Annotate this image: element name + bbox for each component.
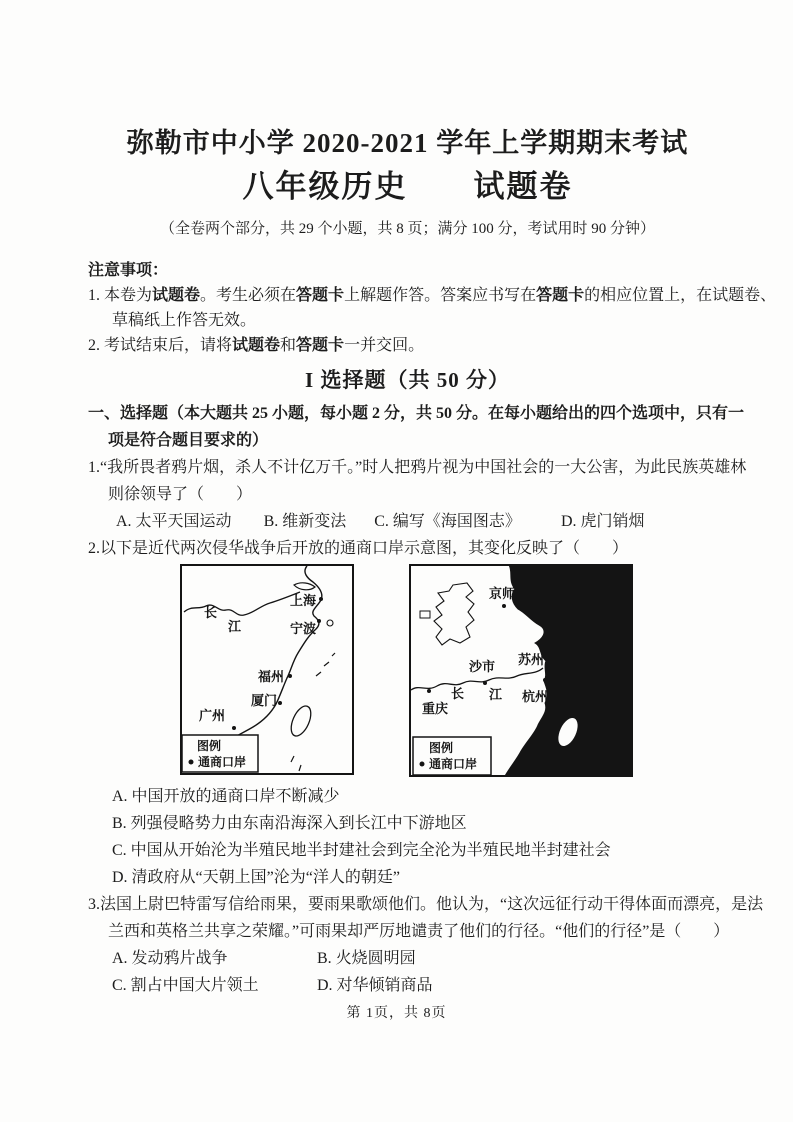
map2-legend [413,737,491,775]
port-dot-chongqing [427,689,431,693]
notice-item-2: 2. 考试结束后，请将试题卷和答题卡一并交回。 [88,337,425,354]
label-xiamen: 厦门 [251,693,278,708]
legend-dot-icon [189,760,194,765]
question-2-option-a: A. 中国开放的通商口岸不断减少 [112,788,340,805]
page-number-footer: 第 1页，共 8页 [346,1006,447,1021]
question-3-option-c: C. 割占中国大片领土 [112,977,259,994]
question-1-stem-line2: 则徐领导了（ ） [108,486,253,503]
page-subtitle: 八年级历史 试题卷 [242,169,573,204]
question-3-stem-line1: 3.法国上尉巴特雷写信给雨果，要雨果歌颂他们。他认为，“这次远征行动干得体面而漂亮，是法 [88,896,764,913]
section-intro-line1: 一、选择题（本大题共 25 小题，每小题 2 分，共 50 分。在每小题给出的四个选项中，只有一 [88,405,745,422]
label-fuzhou: 福州 [258,669,285,684]
dot-jingshi [502,604,506,608]
notice-item-1-cont: 草稿纸上作答无效。 [112,312,257,329]
question-3-option-a: A. 发动鸦片战争 [112,950,228,967]
treaty-ports-map-jiawu-war [409,564,633,777]
question-3-option-b: B. 火烧圆明园 [317,950,416,967]
label-shashi: 沙市 [469,659,496,674]
legend-title: 图例 [197,739,222,753]
question-1-option-b: B. 维新变法 [263,513,347,530]
question-1-option-a: A. 太平天国运动 [116,513,232,530]
notices-heading: 注意事项： [88,262,169,279]
section-intro [88,400,745,454]
port-dot-fuzhou [288,674,292,678]
legend-item-label: 通商口岸 [429,757,478,771]
treaty-port-maps [180,564,727,777]
question-2 [88,535,727,891]
port-dot-hangzhou [543,678,547,682]
legend-dot-icon [420,762,425,767]
question-3-options-row2 [88,972,727,999]
question-3-option-d: D. 对华倾销商品 [317,977,433,994]
question-2-options [88,783,727,891]
label-yangtze-2: 江 [489,687,503,702]
notice-item-1: 1. 本卷为试题卷。考生必须在答题卡上解题作答。答案应书写在答题卡的相应位置上，在试题卷、 [88,287,777,304]
question-3-options-row1 [88,945,727,972]
label-suzhou: 苏州 [518,652,545,667]
question-2-option-b: B. 列强侵略势力由东南沿海深入到长江中下游地区 [112,815,467,832]
legend-item-label: 通商口岸 [198,755,247,769]
label-yangtze-1: 长 [451,686,465,701]
label-hangzhou: 杭州 [522,689,549,704]
port-dot-guangzhou [232,726,236,730]
label-yangtze-1: 长 [204,605,218,620]
exam-info-line: （全卷两个部分，共 29 个小题，共 8 页；满分 100 分，考试用时 90 分钟） [159,221,655,237]
question-3-stem-line2: 兰西和英格兰共享之荣耀。”可雨果却严厉地谴责了他们的行径。“他们的行径”是（ ） [108,923,730,940]
page-title: 弥勒市中小学 2020-2021 学年上学期期末考试 [126,128,689,158]
question-2-option-d: D. 清政府从“天朝上国”沦为“洋人的朝廷” [112,869,400,886]
label-yangtze-2: 江 [228,619,242,634]
map1-legend [182,735,258,772]
question-2-option-c: C. 中国从开始沦为半殖民地半封建社会到完全沦为半殖民地半封建社会 [112,842,611,859]
question-1 [88,454,747,535]
section-heading: I 选择题（共 50 分） [305,368,510,392]
question-2-stem: 2.以下是近代两次侵华战争后开放的通商口岸示意图，其变化反映了（ ） [88,540,629,557]
label-chongqing: 重庆 [422,701,449,716]
section-intro-line2: 项是符合题目要求的） [108,432,269,449]
port-dot-suzhou [548,667,552,671]
treaty-ports-map-opium-war [180,564,354,775]
label-jingshi: 京师 [489,586,516,601]
label-ningbo: 宁波 [290,621,317,636]
question-3 [88,891,764,999]
port-dot-shashi [483,681,487,685]
notices-section [88,258,777,358]
port-dot-shanghai [319,597,323,601]
label-guangzhou: 广州 [199,708,226,723]
question-1-options [88,508,727,535]
label-shanghai: 上海 [290,593,317,608]
legend-title: 图例 [429,741,454,755]
question-1-stem-line1: 1.“我所畏者鸦片烟，杀人不计亿万千。”时人把鸦片视为中国社会的一大公害，为此民族英雄林 [88,459,747,476]
port-dot-ningbo [317,619,321,623]
port-dot-xiamen [278,701,282,705]
question-1-option-d: D. 虎门销烟 [560,513,645,530]
question-1-option-c: C. 编写《海国图志》 [374,513,521,530]
